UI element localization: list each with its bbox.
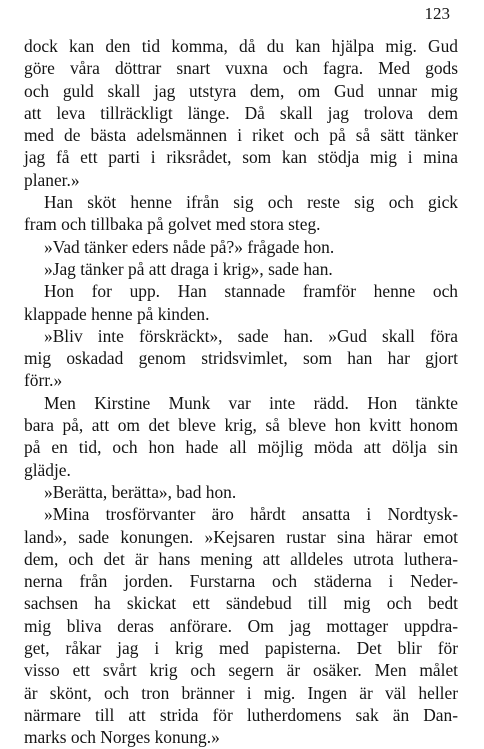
text-line: på en tid, och hon hade all möjlig möda att dölja sin: [24, 437, 458, 458]
text-line: jag få ett parti i riksrådet, som kan stödja mig i mina: [24, 147, 458, 168]
text-line: Hon for upp. Han stannade framför henne och: [44, 281, 458, 302]
text-line: visso ett svårt krig och segern är osäker. Men målet: [24, 660, 458, 681]
page-number: 123: [424, 4, 450, 23]
text-line: närmare till att strida för lutherdomens sak än Dan-: [24, 704, 458, 725]
text-line: är skönt, och tron bränner i mig. Ingen är väl heller: [24, 682, 458, 703]
text-line: nerna från jorden. Furstarna och städerna i Neder-: [24, 571, 458, 592]
text-line: göre våra döttrar snart vuxna och fagra. Med gods: [24, 58, 458, 79]
text-line: Men Kirstine Munk var inte rädd. Hon tänkte: [44, 392, 458, 413]
text-line: »Jag tänker på att draga i krig», sade han.: [44, 258, 333, 279]
body-text: [24, 35, 458, 749]
text-line: med de bästa adelsmännen i riket och på så sätt tänker: [24, 125, 458, 146]
text-line: planer.»: [24, 169, 80, 190]
text-line: dock kan den tid komma, då du kan hjälpa mig. Gud: [24, 36, 458, 56]
text-line: get, råkar jag i krig med papisterna. Det blir för: [24, 638, 458, 659]
text-line: »Vad tänker eders nåde på?» frågade hon.: [44, 236, 335, 257]
text-line: bara på, att om det bleve krig, så bleve hon kvitt honom: [24, 415, 458, 436]
text-line: mig bliva deras anförare. Om jag mottager uppdra-: [24, 615, 458, 636]
text-line: »Mina trosförvanter äro hårdt ansatta i Nordtysk-: [44, 504, 458, 525]
text-line: glädje.: [24, 459, 71, 480]
text-line: och guld skall jag utstyra dem, om Gud unnar mig: [24, 80, 458, 101]
text-line: »Bliv inte förskräckt», sade han. »Gud skall föra: [44, 325, 458, 346]
text-line: att leva tillräckligt länge. Då skall jag trolova dem: [24, 102, 458, 123]
text-line: dem, och det är hans mening att alldeles utrota luthera-: [24, 548, 458, 569]
text-line: Han sköt henne ifrån sig och reste sig och gick: [44, 192, 458, 213]
text-line: sachsen ha skickat ett sändebud till mig och bedt: [24, 593, 458, 614]
text-line: fram och tillbaka på golvet med stora steg.: [24, 214, 321, 235]
text-line: marks och Norges konung.»: [24, 727, 220, 748]
text-line: »Berätta, berätta», bad hon.: [44, 481, 237, 502]
text-line: förr.»: [24, 370, 63, 391]
text-line: klappade henne på kinden.: [24, 303, 210, 324]
text-line: land», sade konungen. »Kejsaren rustar sina härar emot: [24, 526, 458, 547]
text-line: mig oskadad genom stridsvimlet, som han har gjort: [24, 348, 458, 369]
